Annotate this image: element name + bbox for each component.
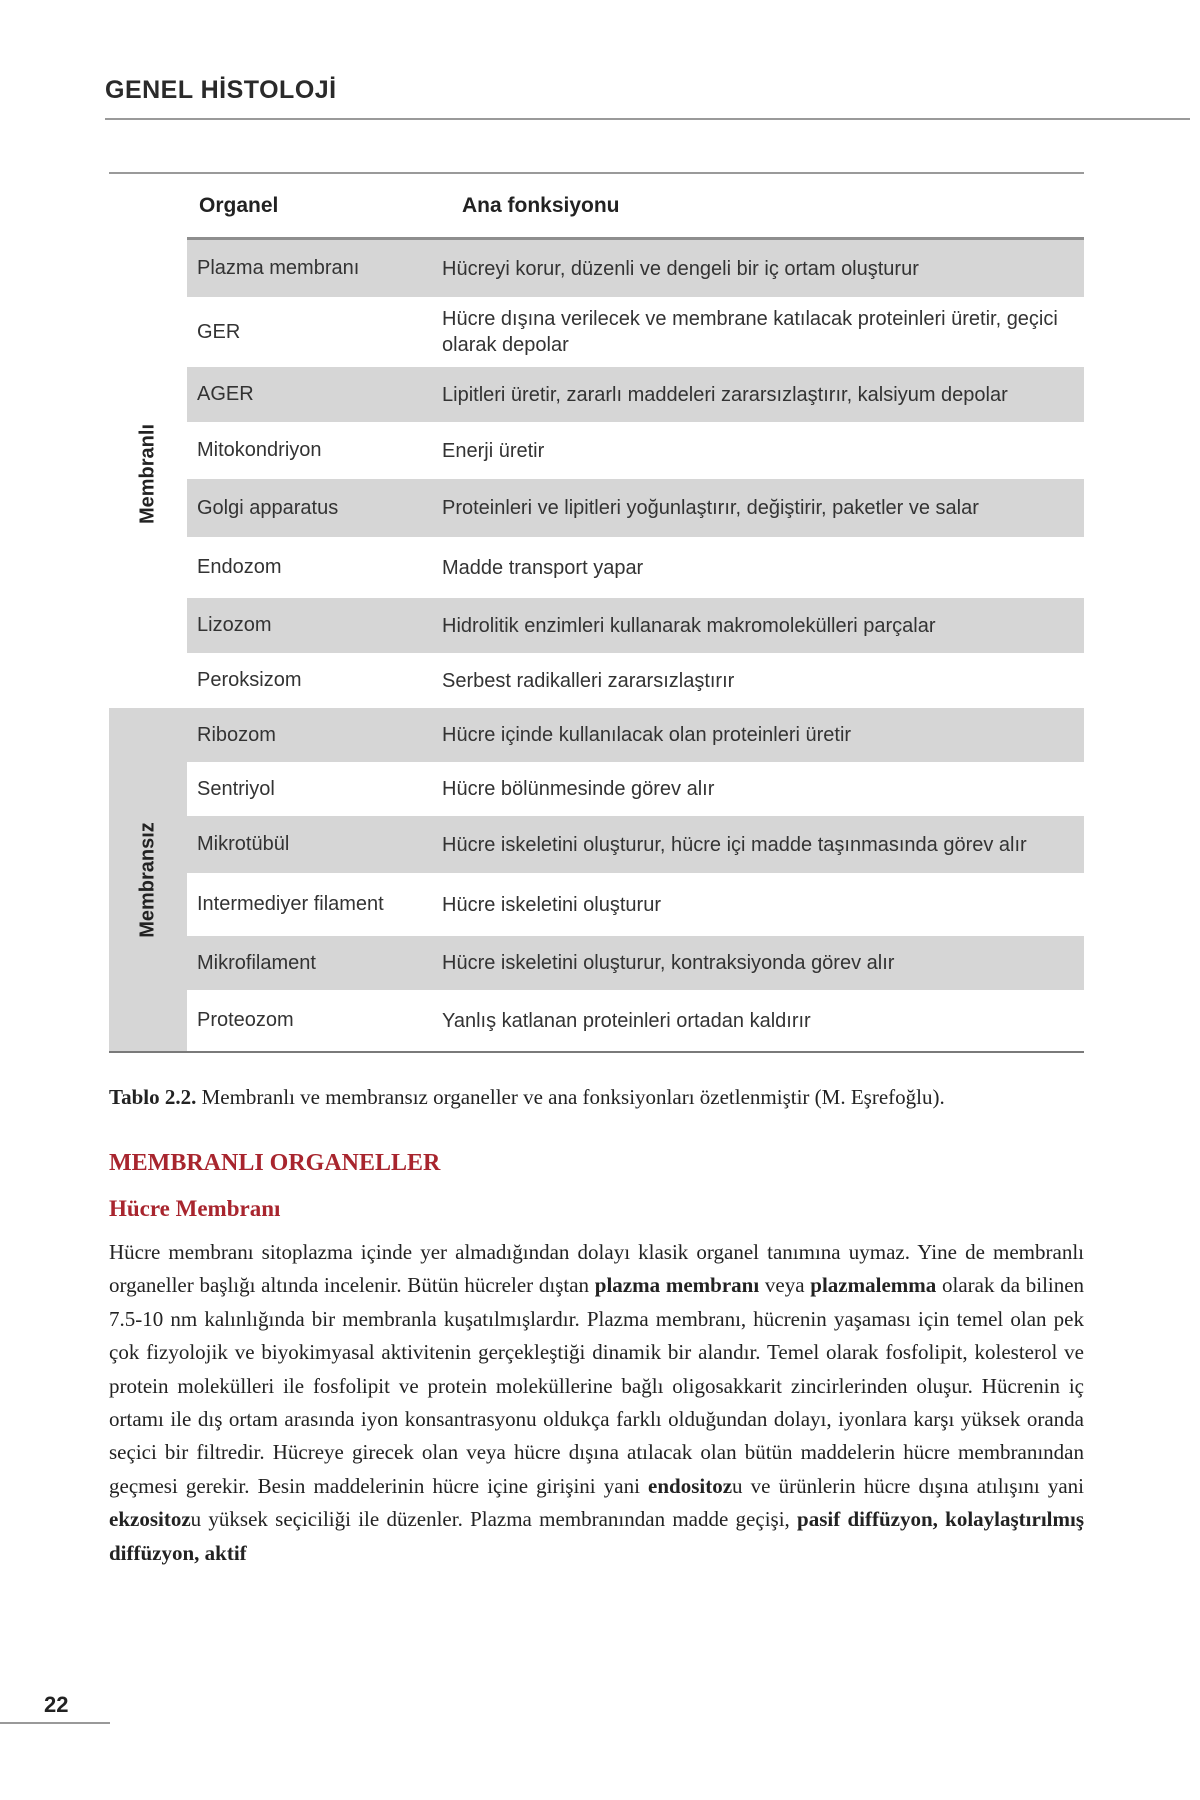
table-bottom-rule [109,1051,1084,1053]
caption-text: Membranlı ve membransız organeller ve ana fonksiyonları özetlenmiştir (M. Eşrefoğlu). [201,1085,945,1109]
table-row [187,479,1084,537]
organel-cell: Sentriyol [197,777,275,800]
function-cell: Proteinleri ve lipitleri yoğunlaştırır, değiştirir, paketler ve salar [442,497,979,519]
table-row [187,537,1084,598]
function-cell: Hücre dışına verilecek ve membrane katılacak proteinleri üretir, geçici olarak depolar [442,308,1058,356]
body-bold-term: ekzositoz [109,1507,191,1532]
organelle-table [109,172,1084,1053]
header-rule [105,118,1190,120]
column-header-organel: Organel [199,194,279,217]
table-row [187,873,1084,936]
organel-cell: AGER [197,383,254,405]
table-row [187,816,1084,873]
body-paragraph [109,1236,1084,1570]
table-row [187,990,1084,1051]
body-text-segment: Hücre membranı sitoplazma içinde yer almadığından dolayı klasik organel tanımına uymaz. Yine de membranlı organeller başlığı altında incelenir. Bütün hücreler dıştan [109,1240,1084,1298]
table-caption [109,1085,1084,1110]
group-label-cell [109,240,187,708]
subsection-title: Hücre Membranı [109,1196,281,1221]
function-cell: Hücre iskeletini oluşturur, hücre içi madde taşınmasında görev alır [442,833,1027,856]
body-bold-term: plazmalemma [810,1273,937,1298]
table-row [187,240,1084,297]
running-header-title: GENEL HİSTOLOJİ [105,76,337,104]
table-row [187,762,1084,816]
function-cell: Hücreyi korur, düzenli ve dengeli bir iç ortam oluşturur [442,257,919,280]
function-cell: Lipitleri üretir, zararlı maddeleri zararsızlaştırır, kalsiyum depolar [442,383,1008,406]
table-row [187,422,1084,479]
function-cell: Hücre içinde kullanılacak olan proteinleri üretir [442,724,852,746]
body-bold-term: plazma membranı [594,1273,760,1298]
function-cell: Hücre iskeletini oluşturur, kontraksiyonda görev alır [442,952,895,974]
body-text-segment: u yüksek seçiciliği ile düzenler. Plazma membranından madde geçişi, [190,1507,790,1532]
organel-cell: Endozom [197,556,282,578]
section-title: MEMBRANLI ORGANELLER [109,1150,441,1176]
table-row [187,653,1084,708]
page-number: 22 [44,1692,69,1717]
table-row [187,297,1084,367]
function-cell: Hidrolitik enzimleri kullanarak makromolekülleri parçalar [442,614,936,637]
group-membransiz [109,708,1084,1051]
organel-cell: Plazma membranı [197,257,360,279]
table-row [187,367,1084,422]
organel-cell: Peroksizom [197,669,302,691]
body-bold-term: endositoz [648,1473,733,1498]
group-label-cell [109,708,187,1051]
organel-cell: Mitokondriyon [197,439,322,461]
group-membranli [109,240,1084,708]
function-cell: Hücre bölünmesinde görev alır [442,778,715,800]
body-text-segment: veya [764,1273,805,1298]
organel-cell: Mikrofilament [197,951,316,974]
table-row [187,708,1084,762]
function-cell: Hücre iskeletini oluşturur [442,893,661,916]
organel-cell: Lizozom [197,614,272,636]
organel-cell: Golgi apparatus [197,496,339,519]
table-row [187,936,1084,990]
group-label-membranli: Membranlı [136,423,159,525]
function-cell: Madde transport yapar [442,556,644,579]
organel-cell: Proteozom [197,1009,294,1031]
organel-cell: Ribozom [197,723,276,746]
table-header [109,174,1084,240]
body-text-segment: u ve ürünlerin hücre dışına atılışını yani [732,1473,1085,1498]
function-cell: Enerji üretir [442,439,545,462]
organel-cell: Mikrotübül [197,833,290,855]
organel-cell: GER [197,320,241,343]
column-header-function: Ana fonksiyonu [462,194,620,217]
table-row [187,598,1084,653]
organel-cell: Intermediyer filament [197,893,384,915]
function-cell: Yanlış katlanan proteinleri ortadan kaldırır [442,1009,811,1032]
page-number-rule [0,1722,110,1724]
caption-label: Tablo 2.2. [109,1085,197,1109]
group-label-membransiz: Membransız [136,821,159,938]
body-bold-term: pasif diffüzyon, kolaylaştırılmış diffüzyon, aktif [109,1507,1084,1565]
body-text-segment: olarak da bilinen 7.5-10 nm kalınlığında bir membranla kuşatılmışlardır. Plazma membranı, hücrenin yaşaması için temel olan pek çok fizyolojik ve biyokimyasal aktivitenin gerçekleştiği dinamik bir alandır. Temel olarak fosfolipit, kolesterol ve protein molekülleri ile fosfolipit ve protein moleküllerine bağlı oligosakkarit zincirlerinden oluşur. Hücrenin iç ortamı ile dış ortam arasında iyon konsantrasyonu oldukça farklı olduğundan dolayı, iyonlara karşı yüksek oranda seçici bir filtredir. Hücreye girecek olan veya hücre dışına atılacak olan bütün maddelerin hücre membranından geçmesi gerekir. Besin maddelerinin hücre içine girişini yani [109,1273,1085,1498]
function-cell: Serbest radikalleri zararsızlaştırır [442,669,735,692]
